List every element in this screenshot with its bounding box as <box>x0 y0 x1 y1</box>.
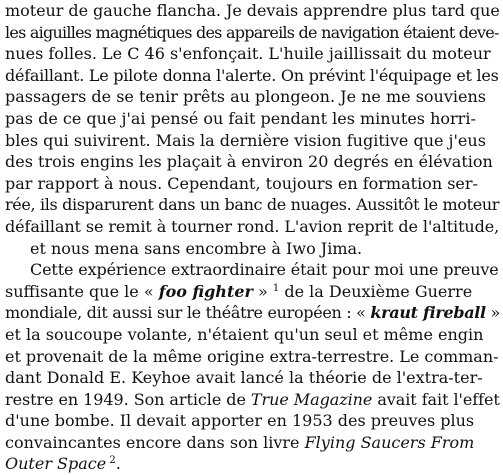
footnote-marker-1: 1 <box>272 282 280 294</box>
text-line: dant Donald E. Keyhoe avait lancé la théorie de l'extra-ter- <box>5 368 483 388</box>
text-line: bles qui suivirent. Mais la dernière vision fugitive que j'eus <box>5 130 486 150</box>
text-line: nues folles. Le C 46 s'enfonçait. L'huile jaillissait du moteur <box>5 44 491 64</box>
text-line: et provenait de la même origine extra-terrestre. Le comman- <box>5 346 499 366</box>
text-line <box>5 432 499 454</box>
text-line: rée, ils disparurent dans un banc de nuages. Aussitôt le moteur <box>5 195 500 215</box>
magazine-title: True Magazine <box>250 389 373 409</box>
footnote-marker-2: 2 <box>106 455 116 467</box>
text-line: et la soucoupe volante, n'étaient qu'un seul et même engin <box>5 324 484 344</box>
kraut-fireball-term: kraut fireball <box>370 303 486 323</box>
text-run: restre en 1949. Son article de <box>5 389 251 409</box>
text-run: » <box>252 281 273 301</box>
text-line: d'une bombe. Il devait apporter en 1953 des preuves plus <box>5 411 475 431</box>
text-line <box>5 389 499 411</box>
book-title: Flying Saucers From <box>304 432 475 452</box>
foo-fighter-term: foo fighter <box>158 281 253 301</box>
paragraph-1 <box>5 0 499 259</box>
text-line: défaillant se remit à tourner rond. L'avion reprit de l'altitude, <box>5 216 500 236</box>
text-run: avait fait l'effet <box>372 389 500 409</box>
book-title: Outer Space <box>5 454 107 474</box>
text-line <box>5 453 499 475</box>
text-line <box>5 281 499 303</box>
paragraph-2 <box>5 259 499 475</box>
text-run: » <box>485 303 501 323</box>
text-run: suffisante que le « <box>5 281 159 301</box>
text-line: défaillant. Le pilote donna l'alerte. On prévint l'équipage et les <box>5 65 499 85</box>
text-line: passagers de se tenir prêts au plongeon. Je ne me souviens <box>5 87 486 107</box>
text-run: . <box>115 454 121 474</box>
text-run: convaincantes encore dans son livre <box>5 432 305 452</box>
text-line <box>5 302 499 324</box>
text-line: les aiguilles magnétiques des appareils de navigation étaient deve- <box>5 22 499 42</box>
text-line: par rapport à nous. Cependant, toujours en formation ser- <box>5 173 478 193</box>
text-line: et nous mena sans encombre à Iwo Jima. <box>30 238 363 258</box>
book-page <box>5 0 501 474</box>
text-line: pas de ce que j'ai pensé ou fait pendant les minutes horri- <box>5 108 476 128</box>
text-line: des trois engins les plaçait à environ 20 degrés en élévation <box>5 152 493 172</box>
text-line: moteur de gauche flancha. Je devais apprendre plus tard que <box>5 1 500 20</box>
text-run: de la Deuxième Guerre <box>279 281 473 301</box>
text-run: mondiale, dit aussi sur le théâtre européen : « <box>5 303 371 323</box>
text-line: Cette expérience extraordinaire était pour moi une preuve <box>30 260 499 280</box>
